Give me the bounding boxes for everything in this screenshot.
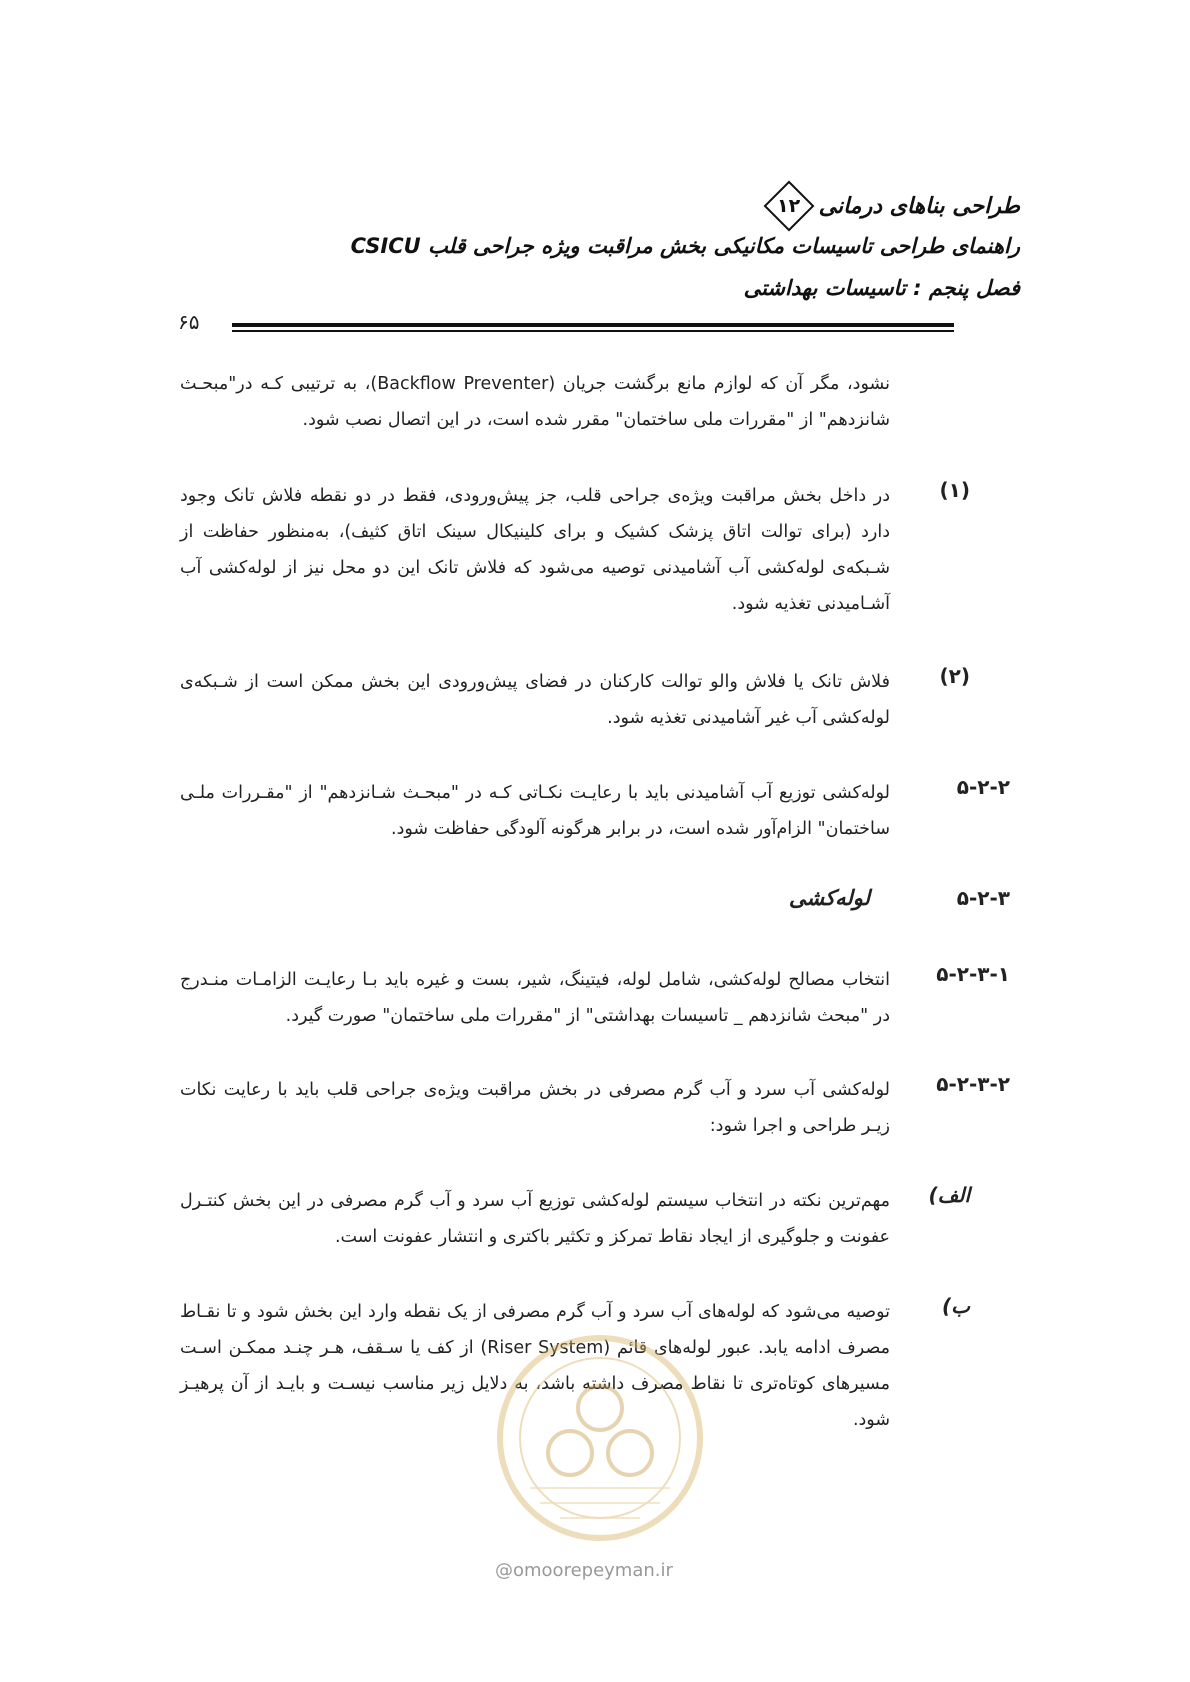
header-line-2: راهنمای طراحی تاسیسات مکانیکی بخش مراقبت ویژه جراحی قلب CSICU [350,234,1020,258]
page-number: ۶۵ [178,310,200,334]
chapter-number: ۱۲ [777,195,801,217]
paragraph-text: نشود، مگر آن که لوازم مانع برگشت جریان (Backflow Preventer)، به ترتیبی کـه در"مبحـث شانزدهم" از "مقررات ملی ساختمان" مقرر شده است، در این اتصال نصب شود. [180,374,891,430]
clause-text: انتخاب مصالح لوله‌کشی، شامل لوله، فیتینگ، شیر، بست و غیره باید بـا رعایـت الزامـات منـدرج در "مبحث شانزدهم _ تاسیسات بهداشتی" از "مقررات ملی ساختمان" صورت گیرد. [180,970,890,1026]
section-5-2-3-heading [180,886,1010,922]
clause-text: لوله‌کشی آب سرد و آب گرم مصرفی در بخش مراقبت ویژه‌ی جراحی قلب باید با رعایت نکات زیـر طراحی و اجرا شود: [180,1080,890,1136]
header-line-3: فصل پنجم : تاسیسات بهداشتی [743,276,1020,300]
clause-label: ب) [942,1294,970,1318]
clause-label: (۲) [939,664,970,688]
clause-text: مهم‌ترین نکته در انتخاب سیستم لوله‌کشی توزیع آب سرد و آب گرم مصرفی در این بخش کنتـرل عفونت و جلوگیری از ایجاد نقاط تمرکز و تکثیر باکتری و انتشار عفونت است. [180,1191,890,1247]
watermark-text: @omoorepeyman.ir [495,1560,673,1581]
watermark-logo-icon [490,1328,710,1548]
section-number: ۵-۲-۳ [956,886,1010,910]
header-rule-thick [232,323,954,327]
clause-label: ۵-۲-۲ [956,775,1010,799]
clause-text: توصیه می‌شود که لوله‌های آب سرد و آب گرم مصرفی از یک نقطه وارد این بخش شود و تا نقـاط مصرف ادامه یابد. عبور لوله‌های قائم (Riser System) از کف یا سـقف، هـر چنـد ممکـن اسـت مسیرهای کوتاه‌تری تا نقاط مصرف داشته باشد، به دلایل زیر مناسب نیسـت و بایـد از آن پرهیـز شود. [180,1302,891,1430]
section-title: لوله‌کشی [788,886,870,910]
header-title: طراحی بناهای درمانی [818,193,1020,219]
clause-text: فلاش تانک یا فلاش والو توالت کارکنان در فضای پیش‌ورودی این بخش ممکن است از شـبکه‌ی لوله‌کشی آب غیر آشامیدنی تغذیه شود. [180,672,890,728]
chapter-badge-icon [765,182,813,230]
clause-text: لوله‌کشی توزیع آب آشامیدنی باید با رعایـت نکـاتی کـه در "مبحـث شـانزدهم" از "مقـررات ملـی ساختمان" الزام‌آور شده است، در برابر هرگونه آلودگی حفاظت شود. [180,783,890,839]
header-rule-thin [232,330,954,332]
header-line-1 [330,182,1020,230]
clause-label: ۵-۲-۳-۱ [936,962,1010,986]
clause-text: در داخل بخش مراقبت ویژه‌ی جراحی قلب، جز پیش‌ورودی، فقط در دو نقطه فلاش تانک وجود دارد (برای توالت اتاق پزشک کشیک و برای کلینیکال سینک اتاق کثیف)، به‌منظور حفاظت از شـبکه‌ی لوله‌کشی آب آشامیدنی توصیه می‌شود که فلاش تانک این دو محل نیز از لوله‌کشی آب آشـامیدنی تغذیه شود. [180,486,890,614]
clause-label: (۱) [939,478,970,502]
clause-label: الف) [928,1183,970,1207]
clause-label: ۵-۲-۳-۲ [936,1072,1010,1096]
